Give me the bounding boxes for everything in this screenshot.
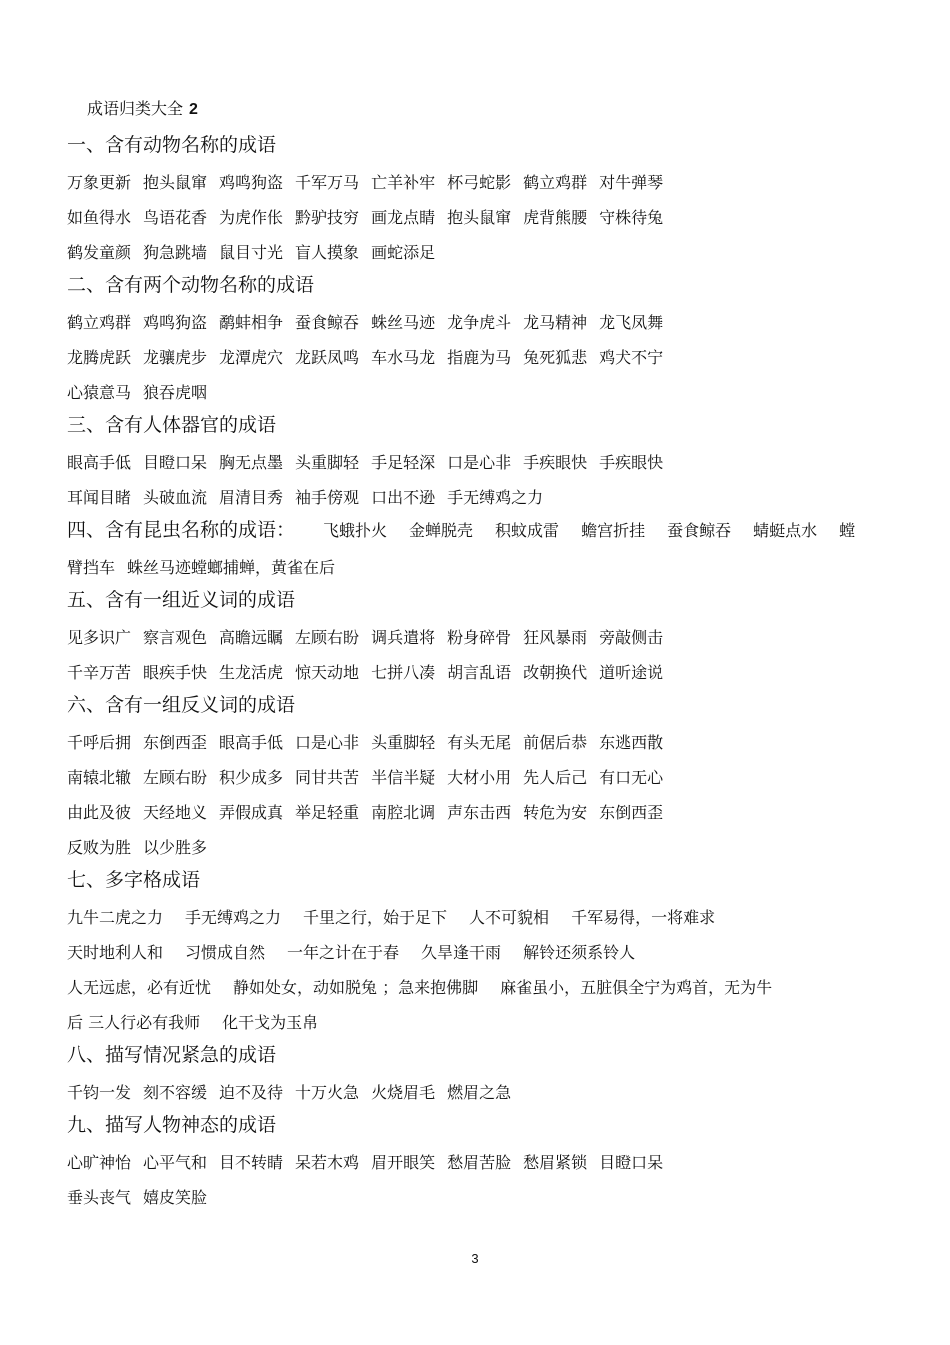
idiom-item: 前倨后恭	[523, 733, 588, 752]
idiom-item: 反败为胜	[67, 838, 132, 857]
idiom-item: 为虎作伥	[219, 208, 284, 227]
idiom-row	[67, 620, 887, 655]
idiom-item: 左顾右盼	[295, 628, 360, 647]
idiom-item: 眼疾手快	[143, 663, 208, 682]
document-title-text: 成语归类大全	[87, 99, 184, 118]
idiom-item: 一年之计在于春	[287, 943, 400, 962]
idiom-item: 有口无心	[599, 768, 664, 787]
page-number: 3	[471, 1251, 479, 1266]
idiom-item: 麻雀虽小，五脏俱全宁为鸡首，无为牛	[500, 978, 773, 997]
idiom-item: 口出不逊	[371, 488, 436, 507]
idiom-item: 头破血流	[143, 488, 208, 507]
idiom-item: 飞蛾扑火	[323, 521, 388, 540]
idiom-item: 龙骧虎步	[143, 348, 208, 367]
idiom-item: 龙飞凤舞	[599, 313, 664, 332]
idiom-item: 车水马龙	[371, 348, 436, 367]
idiom-item: 解铃还须系铃人	[523, 943, 636, 962]
idiom-item: 东倒西歪	[599, 803, 664, 822]
document-title-number: 2	[189, 101, 198, 118]
idiom-item: 臂挡车	[67, 558, 116, 577]
idiom-item: 狗急跳墙	[143, 243, 208, 262]
idiom-item: 同甘共苦	[295, 768, 360, 787]
idiom-item: 高瞻远瞩	[219, 628, 284, 647]
idiom-row	[67, 235, 887, 270]
idiom-item: 刻不容缓	[143, 1083, 208, 1102]
idiom-item: 调兵遣将	[371, 628, 436, 647]
idiom-row	[67, 900, 887, 935]
idiom-item: 举足轻重	[295, 803, 360, 822]
idiom-item: 千里之行，始于足下	[303, 908, 448, 927]
idiom-item: 南腔北调	[371, 803, 436, 822]
idiom-item: 东倒西歪	[143, 733, 208, 752]
idiom-item: 七拼八凑	[371, 663, 436, 682]
idiom-item: 千钧一发	[67, 1083, 132, 1102]
idiom-item: 千军易得，一将难求	[571, 908, 716, 927]
idiom-sections	[67, 130, 887, 1215]
idiom-item: 目瞪口呆	[599, 1153, 664, 1172]
idiom-item: 半信半疑	[371, 768, 436, 787]
idiom-item: 鹤立鸡群	[523, 173, 588, 192]
idiom-row	[67, 1145, 887, 1180]
idiom-item: 抱头鼠窜	[143, 173, 208, 192]
idiom-item: 鼠目寸光	[219, 243, 284, 262]
idiom-row	[67, 725, 887, 760]
idiom-item: 久旱逢干雨	[421, 943, 502, 962]
idiom-item: 见多识广	[67, 628, 132, 647]
idiom-row	[67, 935, 887, 970]
idiom-item: 改朝换代	[523, 663, 588, 682]
idiom-item: 静如处女，动如脱兔 ；急来抱佛脚	[233, 978, 479, 997]
idiom-item: 积少成多	[219, 768, 284, 787]
document-title	[87, 98, 198, 121]
section-heading: 六、含有一组反义词的成语	[67, 694, 296, 716]
idiom-row	[67, 340, 887, 375]
idiom-item: 嬉皮笑脸	[143, 1188, 208, 1207]
idiom-item: 龙潭虎穴	[219, 348, 284, 367]
idiom-item: 愁眉紧锁	[523, 1153, 588, 1172]
idiom-item: 蜻蜓点水	[753, 521, 818, 540]
idiom-item: 指鹿为马	[447, 348, 512, 367]
idiom-row	[67, 445, 887, 480]
idiom-item: 天时地利人和	[67, 943, 164, 962]
idiom-item: 螳	[839, 521, 856, 540]
idiom-item: 道听途说	[599, 663, 664, 682]
idiom-item: 万象更新	[67, 173, 132, 192]
idiom-item: 守株待兔	[599, 208, 664, 227]
idiom-row	[67, 1005, 887, 1040]
idiom-item: 虎背熊腰	[523, 208, 588, 227]
idiom-item: 鸡鸣狗盗	[219, 173, 284, 192]
idiom-row	[67, 200, 887, 235]
idiom-item: 燃眉之急	[447, 1083, 512, 1102]
idiom-item: 蟾宫折挂	[581, 521, 646, 540]
idiom-item: 眉清目秀	[219, 488, 284, 507]
idiom-item: 以少胜多	[143, 838, 208, 857]
idiom-item: 鹬蚌相争	[219, 313, 284, 332]
idiom-row	[67, 305, 887, 340]
idiom-item: 有头无尾	[447, 733, 512, 752]
section-heading: 五、含有一组近义词的成语	[67, 589, 296, 611]
idiom-item: 画蛇添足	[371, 243, 436, 262]
idiom-item: 狂风暴雨	[523, 628, 588, 647]
idiom-item: 鸡犬不宁	[599, 348, 664, 367]
idiom-item: 头重脚轻	[295, 453, 360, 472]
idiom-item: 胡言乱语	[447, 663, 512, 682]
idiom-item: 心猿意马	[67, 383, 132, 402]
idiom-item: 愁眉苦脸	[447, 1153, 512, 1172]
idiom-item: 兔死狐悲	[523, 348, 588, 367]
idiom-row	[67, 480, 887, 515]
idiom-item: 旁敲侧击	[599, 628, 664, 647]
idiom-item: 蛛丝马迹	[371, 313, 436, 332]
idiom-item: 化干戈为玉帛	[222, 1013, 319, 1032]
section-heading: 九、描写人物神态的成语	[67, 1114, 277, 1136]
idiom-row	[67, 760, 887, 795]
idiom-item: 目不转睛	[219, 1153, 284, 1172]
section-heading: 二、含有两个动物名称的成语	[67, 274, 315, 296]
idiom-row	[67, 655, 887, 690]
idiom-row	[67, 1180, 887, 1215]
idiom-item: 千军万马	[295, 173, 360, 192]
idiom-item: 抱头鼠窜	[447, 208, 512, 227]
idiom-item: 鹤立鸡群	[67, 313, 132, 332]
idiom-item: 手疾眼快	[599, 453, 664, 472]
idiom-item: 弄假成真	[219, 803, 284, 822]
section-heading: 八、描写情况紧急的成语	[67, 1044, 277, 1066]
idiom-item: 人无远虑，必有近忧	[67, 978, 212, 997]
idiom-item: 眼高手低	[67, 453, 132, 472]
idiom-item: 画龙点睛	[371, 208, 436, 227]
idiom-item: 眉开眼笑	[371, 1153, 436, 1172]
idiom-item: 蛛丝马迹螳螂捕蝉，黄雀在后	[127, 558, 336, 577]
idiom-item: 火烧眉毛	[371, 1083, 436, 1102]
section-heading: 七、多字格成语	[67, 869, 201, 891]
idiom-item: 惊天动地	[295, 663, 360, 682]
idiom-row	[67, 970, 887, 1005]
idiom-item: 蚕食鲸吞	[667, 521, 732, 540]
idiom-item: 亡羊补牢	[371, 173, 436, 192]
idiom-item: 黔驴技穷	[295, 208, 360, 227]
idiom-row	[67, 795, 887, 830]
idiom-item: 左顾右盼	[143, 768, 208, 787]
idiom-item: 心平气和	[143, 1153, 208, 1172]
idiom-item: 蚕食鲸吞	[295, 313, 360, 332]
idiom-item: 手足轻深	[371, 453, 436, 472]
idiom-row	[67, 375, 887, 410]
idiom-item: 声东击西	[447, 803, 512, 822]
idiom-row	[67, 550, 887, 585]
idiom-item: 手疾眼快	[523, 453, 588, 472]
idiom-item: 迫不及待	[219, 1083, 284, 1102]
idiom-item: 千呼后拥	[67, 733, 132, 752]
section-heading: 一、含有动物名称的成语	[67, 134, 277, 156]
idiom-item: 胸无点墨	[219, 453, 284, 472]
idiom-item: 先人后己	[523, 768, 588, 787]
idiom-item: 后 三人行必有我师	[67, 1013, 201, 1032]
idiom-item: 南辕北辙	[67, 768, 132, 787]
idiom-item: 垂头丧气	[67, 1188, 132, 1207]
idiom-item: 眼高手低	[219, 733, 284, 752]
idiom-item: 龙腾虎跃	[67, 348, 132, 367]
idiom-item: 手无缚鸡之力	[447, 488, 544, 507]
idiom-item: 头重脚轻	[371, 733, 436, 752]
idiom-item: 千辛万苦	[67, 663, 132, 682]
idiom-item: 生龙活虎	[219, 663, 284, 682]
idiom-item: 转危为安	[523, 803, 588, 822]
idiom-row	[67, 830, 887, 865]
idiom-item: 呆若木鸡	[295, 1153, 360, 1172]
section-heading: 三、含有人体器官的成语	[67, 414, 277, 436]
idiom-item: 习惯成自然	[185, 943, 266, 962]
idiom-item: 袖手傍观	[295, 488, 360, 507]
idiom-item: 口是心非	[447, 453, 512, 472]
idiom-item: 九牛二虎之力	[67, 908, 164, 927]
idiom-item: 金蝉脱壳	[409, 521, 474, 540]
idiom-row	[67, 1075, 887, 1110]
idiom-item: 天经地义	[143, 803, 208, 822]
idiom-item: 大材小用	[447, 768, 512, 787]
idiom-item: 手无缚鸡之力	[185, 908, 282, 927]
idiom-item: 心旷神怡	[67, 1153, 132, 1172]
idiom-item: 对牛弹琴	[599, 173, 664, 192]
idiom-item: 口是心非	[295, 733, 360, 752]
idiom-item: 盲人摸象	[295, 243, 360, 262]
idiom-item: 粉身碎骨	[447, 628, 512, 647]
idiom-item: 龙争虎斗	[447, 313, 512, 332]
idiom-item: 积蚊成雷	[495, 521, 560, 540]
idiom-item: 察言观色	[143, 628, 208, 647]
idiom-item: 人不可貌相	[469, 908, 550, 927]
idiom-item: 东逃西散	[599, 733, 664, 752]
section-heading-label: 四、含有昆虫名称的成语：	[67, 519, 296, 541]
section-heading	[67, 515, 887, 545]
idiom-item: 鸡鸣狗盗	[143, 313, 208, 332]
idiom-item: 如鱼得水	[67, 208, 132, 227]
idiom-item: 狼吞虎咽	[143, 383, 208, 402]
idiom-item: 鹤发童颜	[67, 243, 132, 262]
idiom-item: 目瞪口呆	[143, 453, 208, 472]
idiom-item: 耳闻目睹	[67, 488, 132, 507]
idiom-row	[67, 165, 887, 200]
idiom-item: 龙马精神	[523, 313, 588, 332]
idiom-item: 龙跃凤鸣	[295, 348, 360, 367]
idiom-item: 由此及彼	[67, 803, 132, 822]
idiom-item: 十万火急	[295, 1083, 360, 1102]
idiom-item: 鸟语花香	[143, 208, 208, 227]
idiom-item: 杯弓蛇影	[447, 173, 512, 192]
